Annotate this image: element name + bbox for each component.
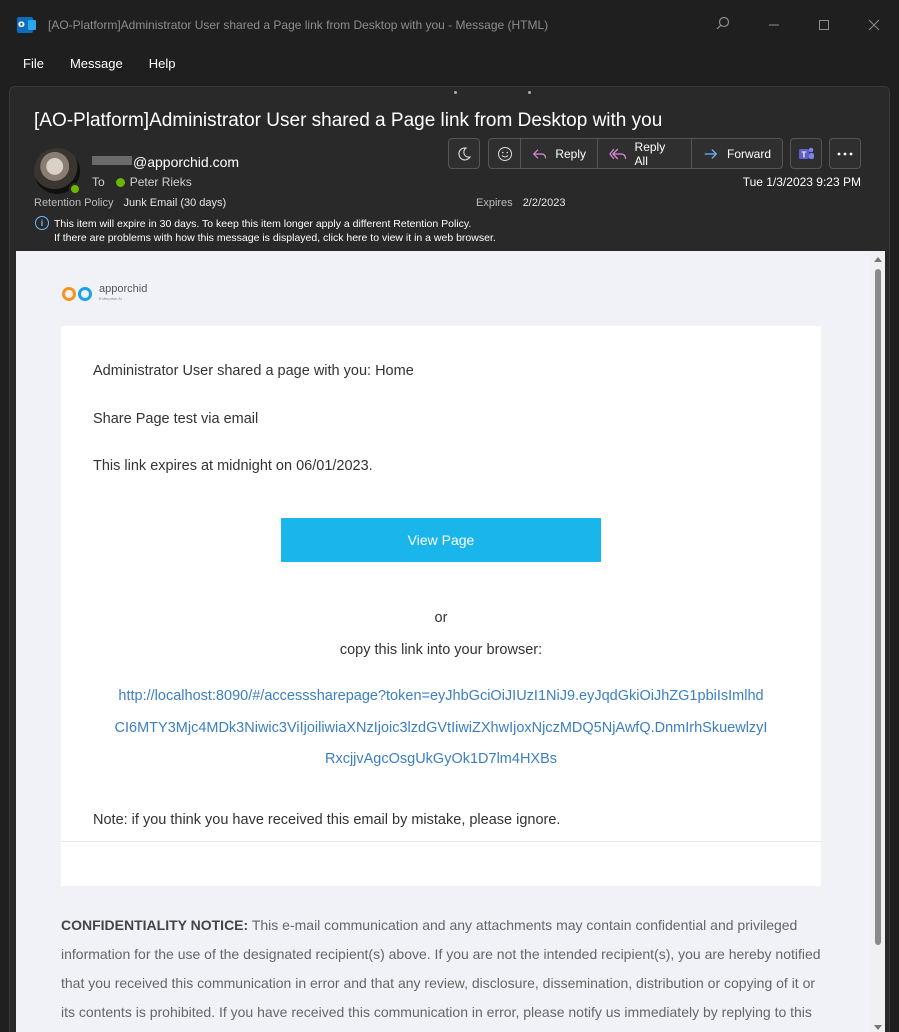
logo-text: apporchid xyxy=(99,283,148,295)
retention-info-text: This item will expire in 30 days. To keep this item longer apply a different Retention Policy. xyxy=(54,218,472,230)
logo-tagline: Enterprise AI xyxy=(99,296,122,301)
redacted-username xyxy=(92,156,132,165)
expiry-message: This link expires at midnight on 06/01/2023. xyxy=(93,458,373,474)
recipient-presence-icon xyxy=(116,178,125,187)
share-message: Administrator User shared a page with you: Home xyxy=(93,363,414,379)
reply-button[interactable] xyxy=(521,139,598,168)
received-date: Tue 1/3/2023 9:23 PM xyxy=(742,175,861,189)
reply-all-label: Reply All xyxy=(634,139,666,168)
maximize-icon[interactable] xyxy=(799,0,849,50)
reply-all-icon xyxy=(609,147,627,161)
menu-message[interactable]: Message xyxy=(69,56,123,71)
forward-label: Forward xyxy=(726,146,771,161)
presence-available-icon xyxy=(69,183,81,195)
scroll-thumb[interactable] xyxy=(875,269,881,945)
email-content xyxy=(16,251,871,1032)
reply-all-button[interactable] xyxy=(598,139,692,168)
teams-button[interactable] xyxy=(790,138,822,169)
message-panel xyxy=(9,86,890,1032)
forward-button[interactable] xyxy=(692,139,782,168)
share-link-line[interactable]: RxcjjvAgcOsgUkGyOk1D7lm4HXBs xyxy=(324,751,558,767)
mistake-note: Note: if you think you have received this email by mistake, please ignore. xyxy=(93,812,561,828)
forward-arrow-icon xyxy=(703,147,719,161)
share-link[interactable] xyxy=(61,681,821,776)
menu-bar xyxy=(0,52,187,78)
expires-info xyxy=(476,197,566,209)
svg-text:T: T xyxy=(801,150,807,159)
expires-label: Expires xyxy=(476,197,513,209)
retention-value: Junk Email (30 days) xyxy=(123,197,227,209)
drag-handle-dot xyxy=(454,91,457,94)
notice-text: This e-mail communication and any attachments may contain confidential and privileged information for the use of the designated recipient(s) above. If you are not the intended recipient(s), you are hereby notified that you received this communication in error and that any review, disclosure, dissemination, distribution or copying of it or its contents is prohibited. If you have received this communication in error, please notify us immediately by replying to this xyxy=(61,917,821,1020)
browser-view-link[interactable]: If there are problems with how this message is displayed, click here to view it in a web browser. xyxy=(54,232,496,244)
email-card xyxy=(61,326,821,886)
info-icon: i xyxy=(35,216,49,230)
moon-icon xyxy=(456,146,472,162)
outlook-icon: o xyxy=(17,17,33,33)
search-icon[interactable] xyxy=(715,16,731,37)
notice-label: CONFIDENTIALITY NOTICE: xyxy=(61,917,249,933)
minimize-icon[interactable] xyxy=(749,0,799,50)
share-note: Share Page test via email xyxy=(93,411,259,427)
recipient-row xyxy=(92,175,192,189)
vertical-scrollbar[interactable] xyxy=(871,251,885,1032)
response-buttons xyxy=(488,138,783,169)
menu-file[interactable]: File xyxy=(23,56,44,71)
window-title: [AO-Platform]Administrator User shared a Page link from Desktop with you - Message (HTML) xyxy=(48,18,549,32)
more-ellipsis-icon xyxy=(837,152,853,156)
message-subject: [AO-Platform]Administrator User shared a Page link from Desktop with you xyxy=(34,110,663,131)
dark-mode-button[interactable] xyxy=(448,138,480,169)
close-icon[interactable] xyxy=(849,0,899,50)
divider xyxy=(61,841,821,842)
share-link-line[interactable]: CI6MTY3Mjc4MDk3Niwic3ViIjoiliwiaXNzIjoic3lzdGVtIiwiZXhwIjoxNjczMDQ5NjAwfQ.DnmIrhSkuewlzyI xyxy=(114,719,768,736)
title-bar xyxy=(0,0,899,50)
confidentiality-notice xyxy=(61,911,831,1027)
reply-label: Reply xyxy=(555,146,586,161)
reply-icon xyxy=(532,147,547,161)
recipient-name[interactable]: Peter Rieks xyxy=(129,175,192,189)
emoji-button[interactable] xyxy=(489,139,521,168)
or-text: or xyxy=(434,610,448,626)
scroll-down-arrow-icon[interactable] xyxy=(874,1025,882,1030)
share-link-line[interactable]: http://localhost:8090/#/accesssharepage?token=eyJhbGciOiJIUzI1NiJ9.eyJqdGkiOiJhZG1pbiIsImlhd xyxy=(118,688,764,704)
sender-domain: @apporchid.com xyxy=(133,154,240,170)
expires-value: 2/2/2023 xyxy=(522,197,566,209)
apporchid-logo xyxy=(62,284,147,304)
teams-icon xyxy=(797,145,815,163)
to-label: To xyxy=(92,175,105,189)
scroll-up-arrow-icon[interactable] xyxy=(874,257,882,262)
view-page-button[interactable]: View Page xyxy=(281,518,601,562)
retention-label: Retention Policy xyxy=(34,197,114,209)
smiley-icon xyxy=(497,146,513,162)
more-actions-button[interactable] xyxy=(829,138,861,169)
drag-handle-dot xyxy=(528,91,531,94)
sender-address[interactable] xyxy=(92,154,239,170)
menu-help[interactable]: Help xyxy=(148,56,176,71)
copy-link-text: copy this link into your browser: xyxy=(339,642,543,658)
retention-policy xyxy=(34,197,226,209)
info-bar[interactable] xyxy=(54,217,496,245)
